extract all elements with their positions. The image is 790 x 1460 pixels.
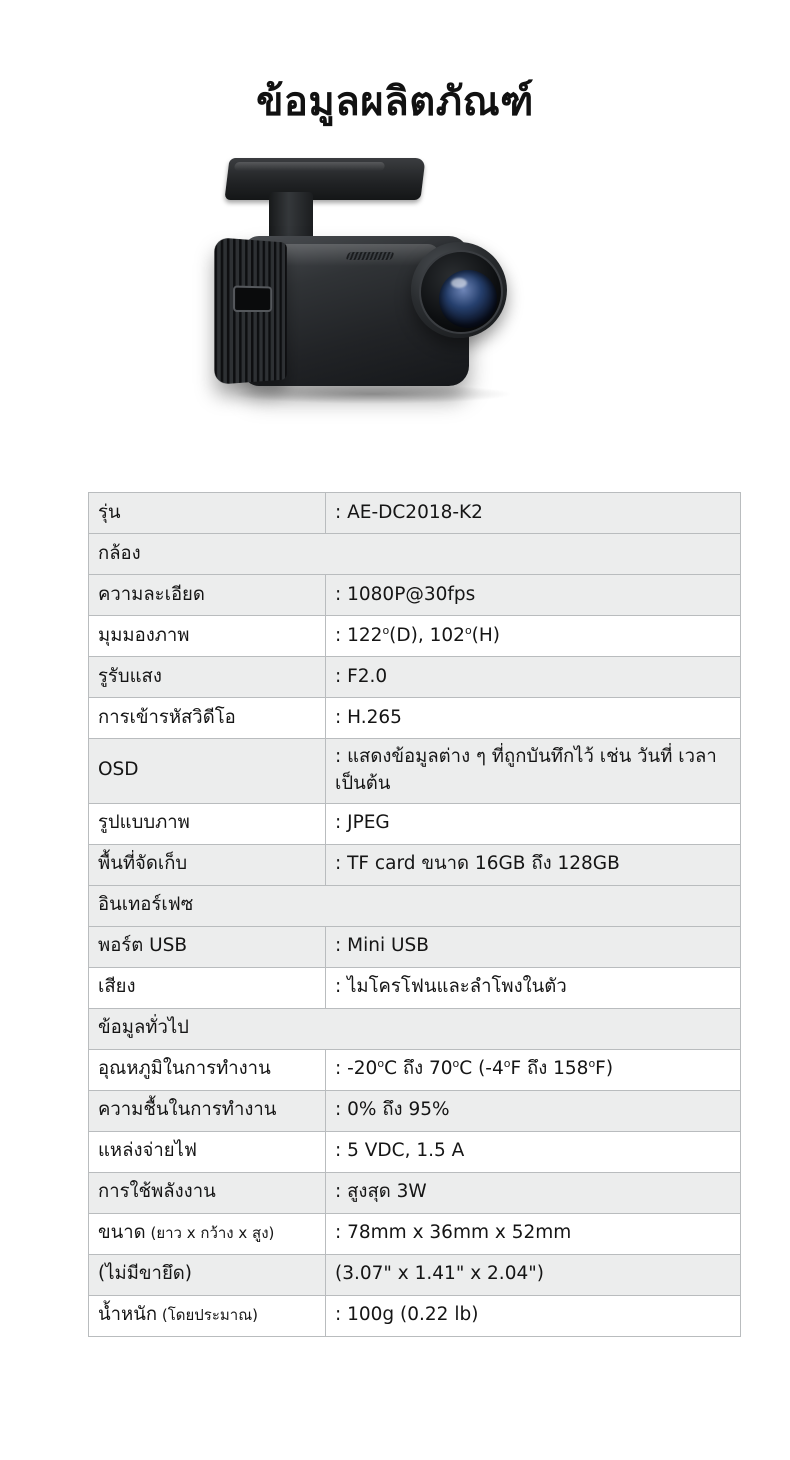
spec-value: : Mini USB (326, 926, 741, 967)
spec-value: : H.265 (326, 698, 741, 739)
table-row (89, 926, 741, 967)
spec-value: : แสดงข้อมูลต่าง ๆ ที่ถูกบันทึกไว้ เช่น วันที่ เวลา เป็นต้น (326, 739, 741, 804)
table-row (89, 1172, 741, 1213)
table-row (89, 1090, 741, 1131)
table-row (89, 657, 741, 698)
spec-key: พอร์ต USB (89, 926, 326, 967)
spec-section-header: อินเทอร์เฟซ (89, 885, 741, 926)
table-row (89, 1131, 741, 1172)
table-row (89, 1254, 741, 1295)
camera-lens-glass (439, 270, 497, 328)
table-row (89, 534, 741, 575)
dash-camera-illustration (215, 144, 575, 444)
table-row (89, 1213, 741, 1254)
product-shadow (233, 384, 513, 404)
spec-key: ขนาด (ยาว x กว้าง x สูง) (89, 1213, 326, 1254)
table-row (89, 1008, 741, 1049)
spec-value: : สูงสุด 3W (326, 1172, 741, 1213)
table-row (89, 616, 741, 657)
spec-value: : TF card ขนาด 16GB ถึง 128GB (326, 844, 741, 885)
camera-side-vent (214, 237, 286, 385)
spec-section-header: กล้อง (89, 534, 741, 575)
spec-key: แหล่งจ่ายไฟ (89, 1131, 326, 1172)
spec-value: : 122$^o$(D), 102$^o$(H) (326, 616, 741, 657)
spec-value: : 5 VDC, 1.5 A (326, 1131, 741, 1172)
spec-value: : ไมโครโฟนและลำโพงในตัว (326, 967, 741, 1008)
camera-lens-barrel (411, 242, 507, 338)
spec-key: ความชื้นในการทำงาน (89, 1090, 326, 1131)
table-row (89, 803, 741, 844)
table-row (89, 493, 741, 534)
spec-key: การเข้ารหัสวิดีโอ (89, 698, 326, 739)
spec-value: : JPEG (326, 803, 741, 844)
table-row (89, 1295, 741, 1336)
spec-key: OSD (89, 739, 326, 804)
spec-section-header: ข้อมูลทั่วไป (89, 1008, 741, 1049)
table-row (89, 1049, 741, 1090)
table-row (89, 575, 741, 616)
spec-value: : 0% ถึง 95% (326, 1090, 741, 1131)
spec-key: พื้นที่จัดเก็บ (89, 844, 326, 885)
spec-value: : -20$^o$C ถึง 70$^o$C (-4$^o$F ถึง 158$^o$F) (326, 1049, 741, 1090)
product-image (0, 144, 790, 474)
spec-value: : 100g (0.22 lb) (326, 1295, 741, 1336)
usb-port (233, 285, 272, 312)
spec-key: รูรับแสง (89, 657, 326, 698)
table-row (89, 739, 741, 804)
camera-lens-ring (419, 250, 503, 334)
specification-table-wrapper (88, 492, 717, 1337)
table-row (89, 885, 741, 926)
spec-key: (ไม่มีขายึด) (89, 1254, 326, 1295)
speaker-grille (345, 252, 394, 260)
spec-value: : F2.0 (326, 657, 741, 698)
table-row (89, 967, 741, 1008)
table-row (89, 844, 741, 885)
spec-value: : AE-DC2018-K2 (326, 493, 741, 534)
table-row (89, 698, 741, 739)
specification-table (88, 492, 741, 1337)
spec-value: (3.07" x 1.41" x 2.04") (326, 1254, 741, 1295)
spec-key: การใช้พลังงาน (89, 1172, 326, 1213)
spec-key: อุณหภูมิในการทำงาน (89, 1049, 326, 1090)
spec-key: เสียง (89, 967, 326, 1008)
spec-value: : 1080P@30fps (326, 575, 741, 616)
spec-key: รูปแบบภาพ (89, 803, 326, 844)
spec-key: รุ่น (89, 493, 326, 534)
spec-key: ความละเอียด (89, 575, 326, 616)
page-title: ข้อมูลผลิตภัณฑ์ (256, 79, 534, 125)
spec-key: น้ำหนัก (โดยประมาณ) (89, 1295, 326, 1336)
camera-mount-bracket (224, 158, 425, 200)
spec-key: มุมมองภาพ (89, 616, 326, 657)
spec-value: : 78mm x 36mm x 52mm (326, 1213, 741, 1254)
